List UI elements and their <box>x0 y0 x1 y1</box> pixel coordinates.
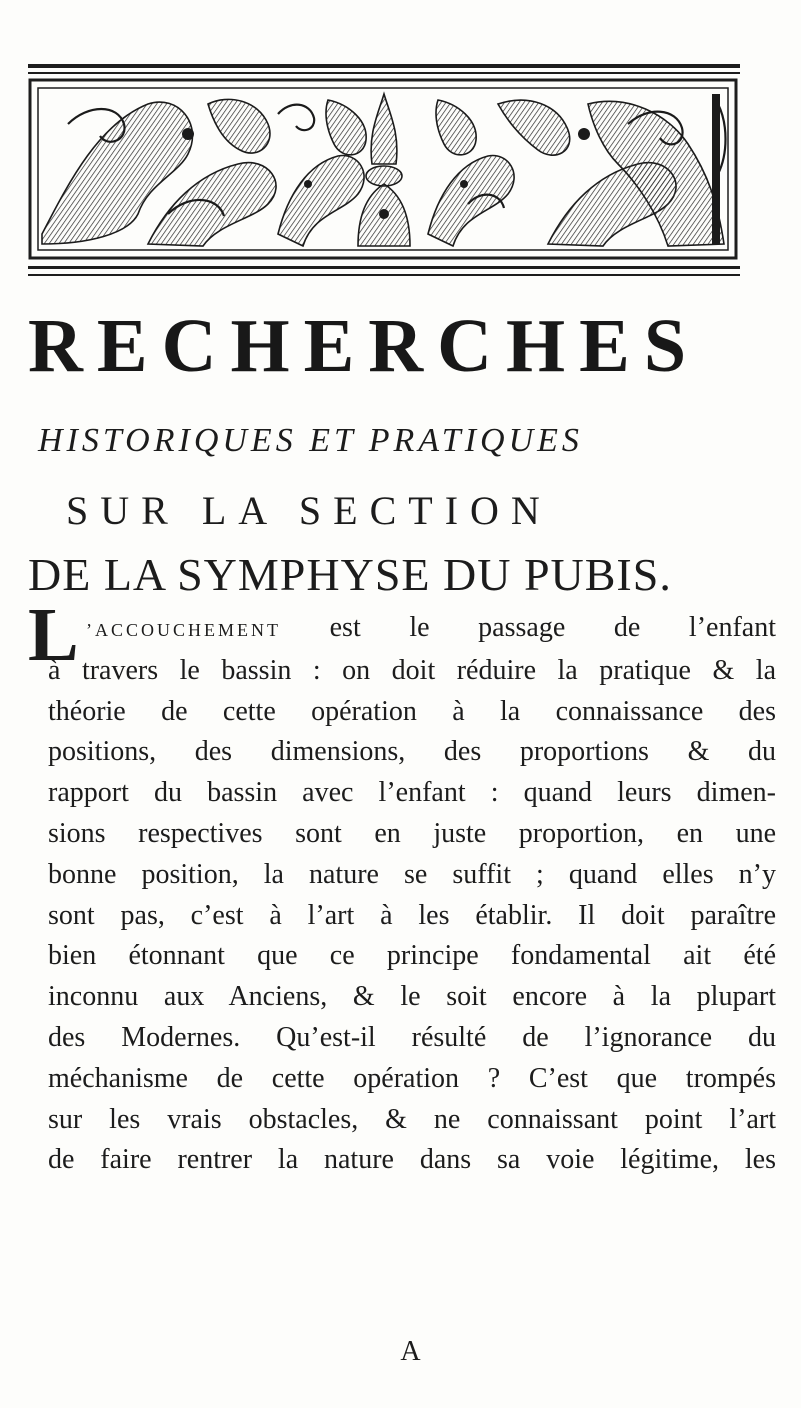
text-line: bien étonnant que ce principe fondamental ait été <box>48 940 776 972</box>
title-subtitle: HISTORIQUES ET PRATIQUES <box>38 422 583 459</box>
title-main: RECHERCHES <box>28 304 701 388</box>
text-line-content: est le passage de l’enfant <box>329 612 776 643</box>
text-line: rapport du bassin avec l’enfant : quand leurs dimen- <box>48 777 776 809</box>
body-paragraph <box>48 608 776 1181</box>
floral-headpiece-icon <box>28 64 740 282</box>
text-line: sions respectives sont en juste proportion, en une <box>48 817 776 849</box>
text-line: positions, des dimensions, des proportions & du <box>48 736 776 768</box>
small-caps-word: ’ACCOUCHEMENT <box>86 620 281 640</box>
text-line: sur les vrais obstacles, & ne connaissant point l’art <box>48 1103 776 1135</box>
text-line: à travers le bassin : on doit réduire la pratique & la <box>48 654 776 686</box>
text-line: méchanisme de cette opération ? C’est que trompés <box>48 1062 776 1094</box>
signature-mark: A <box>400 1336 421 1367</box>
title-line-4: DE LA SYMPHYSE DU PUBIS. <box>28 549 672 600</box>
text-line <box>48 608 776 651</box>
text-line: des Modernes. Qu’est-il résulté de l’ignorance du <box>48 1021 776 1053</box>
drop-cap: L <box>28 593 79 677</box>
text-line: de faire rentrer la nature dans sa voie légitime, les <box>48 1144 776 1176</box>
text-line: théorie de cette opération à la connaissance des <box>48 695 776 727</box>
title-line-3: SUR LA SECTION <box>66 488 552 533</box>
text-line: bonne position, la nature se suffit ; quand elles n’y <box>48 858 776 890</box>
text-line: sont pas, c’est à l’art à les établir. Il doit paraître <box>48 899 776 931</box>
text-line: inconnu aux Anciens, & le soit encore à la plupart <box>48 981 776 1013</box>
